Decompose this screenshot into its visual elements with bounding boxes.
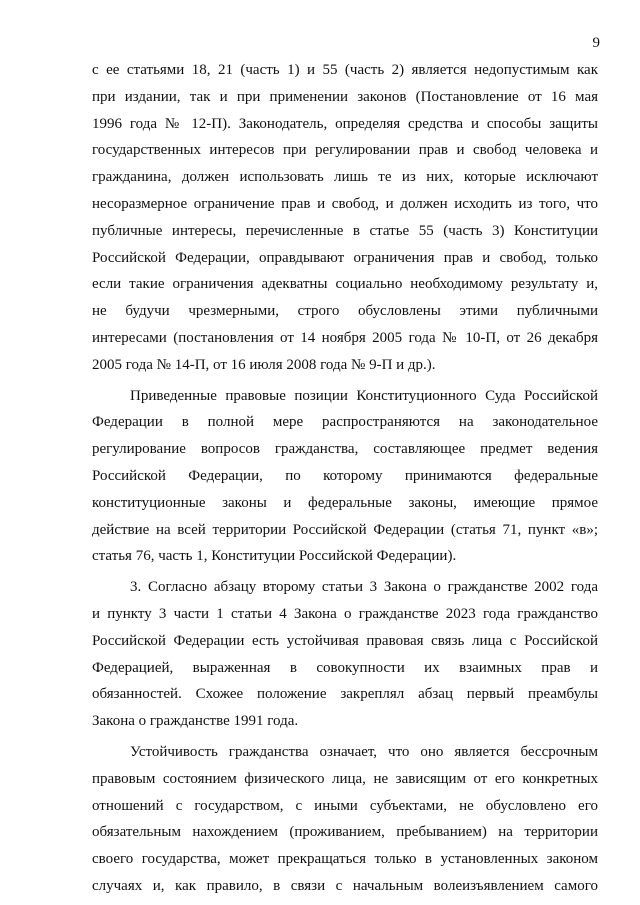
text-line: при издании, так и при применении законов (Постановление от 16 мая	[92, 88, 598, 105]
text-line: Закона о гражданстве 1991 года.	[92, 713, 299, 730]
text-line: Федерацией, выраженная в совокупности их взаимных прав и	[92, 659, 598, 676]
text-line: Российской Федерации есть устойчивая правовая связь лица с Российской	[92, 632, 598, 649]
text-line: действие на всей территории Российской Федерации (статья 71, пункт «в»;	[92, 521, 598, 538]
text-line: регулирование вопросов гражданства, составляющее предмет ведения	[92, 441, 598, 458]
text-line: публичные интересы, перечисленные в статье 55 (часть 3) Конституции	[92, 222, 598, 239]
text-line: государственных интересов при регулировании прав и свобод человека и	[92, 142, 598, 159]
text-line: гражданина, должен использовать лишь те из них, которые исключают	[92, 169, 598, 186]
document-body	[92, 57, 598, 900]
text-line: Российской Федерации, оправдывают ограничения прав и свобод, только	[92, 249, 598, 266]
text-line: интересами (постановления от 14 ноября 2005 года № 10-П, от 26 декабря	[92, 329, 598, 346]
paragraph	[92, 574, 598, 735]
text-line: Российской Федерации, по которому принимаются федеральные	[92, 467, 598, 484]
text-line: если такие ограничения адекватны социально необходимому результату и,	[92, 276, 598, 293]
text-line: правовым состоянием физического лица, не зависящим от его конкретных	[92, 770, 598, 787]
text-line: не будучи чрезмерными, строго обусловлены этими публичными	[92, 303, 598, 320]
text-line: обязанностей. Схожее положение закреплял абзац первый преамбулы	[92, 686, 598, 703]
text-line: Приведенные правовые позиции Конституционного Суда Российской	[130, 387, 598, 404]
text-line: случаях и, как правило, в связи с начальным волеизъявлением самого	[92, 877, 598, 894]
text-line: и пункту 3 части 1 статьи 4 Закона о гражданстве 2023 года гражданство	[92, 605, 598, 622]
text-line: 2005 года № 14-П, от 16 июля 2008 года № 9-П и др.).	[92, 356, 436, 373]
text-line: 3. Согласно абзацу второму статьи 3 Закона о гражданстве 2002 года	[130, 579, 598, 596]
text-line: 1996 года № 12-П). Законодатель, определяя средства и способы защиты	[92, 115, 598, 132]
text-line: обязательным нахождением (проживанием, пребыванием) на территории	[92, 824, 598, 841]
text-line: конституционные законы и федеральные законы, имеющие прямое	[92, 494, 598, 511]
paragraph	[92, 739, 598, 900]
text-line: своего государства, может прекращаться только в установленных законом	[92, 851, 598, 868]
text-line: Устойчивость гражданства означает, что оно является бессрочным	[130, 743, 598, 760]
paragraph	[92, 383, 598, 571]
text-line: Федерации в полной мере распространяются на законодательное	[92, 414, 598, 431]
text-line: статья 76, часть 1, Конституции Российской Федерации).	[92, 548, 457, 565]
text-line: отношений с государством, с иными субъектами, не обусловлено его	[92, 797, 598, 814]
text-line: с ее статьями 18, 21 (часть 1) и 55 (часть 2) является недопустимым как	[92, 62, 598, 78]
text-line: несоразмерное ограничение прав и свобод, и должен исходить из того, что	[92, 195, 598, 212]
paragraph	[92, 57, 598, 379]
page-number: 9	[592, 35, 600, 51]
